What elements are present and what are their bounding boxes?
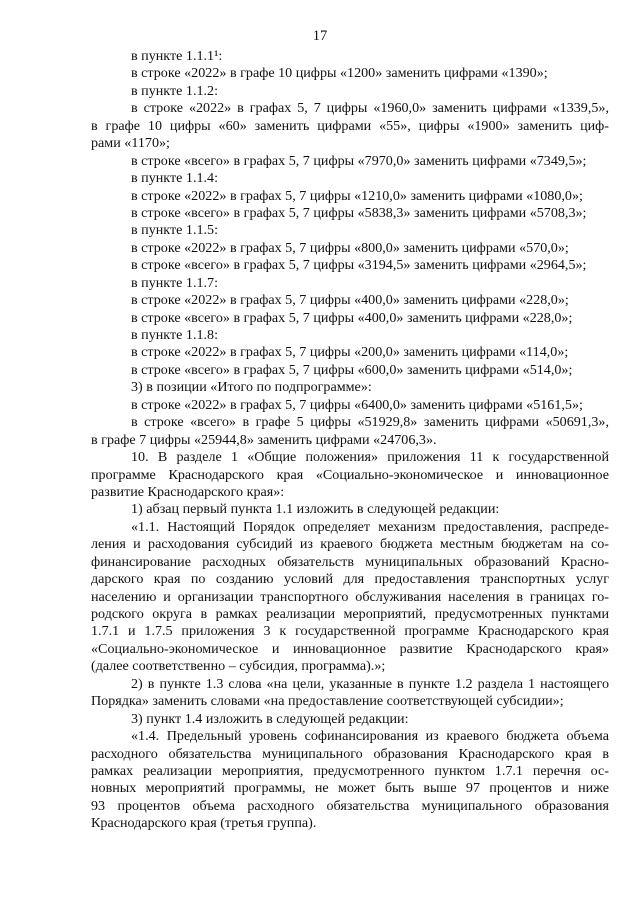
text-line: ления и расходования субсидий из краевого бюджета местным бюджетам на со- [91, 536, 609, 553]
text-line: в пункте 1.1.5: [131, 222, 219, 239]
text-line: в строке «всего» в графах 5, 7 цифры «7970,0» заменить цифрами «7349,5»; [131, 152, 587, 169]
text-line: 2) в пункте 1.3 слова «на цели, указанные в пункте 1.2 раздела 1 настоящего [131, 675, 609, 692]
text-line: финансирование расходных обязательств муниципальных образований Красно- [91, 553, 609, 570]
text-line: 1) абзац первый пункта 1.1 изложить в следующей редакции: [131, 501, 500, 518]
text-line: в строке «всего» в графах 5, 7 цифры «600,0» заменить цифрами «514,0»; [131, 361, 573, 378]
text-line: в строке «2022» в графах 5, 7 цифры «400,0» заменить цифрами «228,0»; [131, 292, 569, 309]
text-line: рами «1170»; [91, 135, 170, 152]
text-line: 10. В разделе 1 «Общие положения» приложения 11 к государственной [131, 449, 609, 466]
text-line: в строке «2022» в графе 10 цифры «1200» заменить цифрами «1390»; [131, 65, 548, 82]
page-number: 17 [312, 28, 328, 44]
text-line: программе Краснодарского края «Социально-экономическое и инновационное [91, 466, 609, 483]
text-line: в строке «2022» в графах 5, 7 цифры «1210,0» заменить цифрами «1080,0»; [131, 187, 583, 204]
text-line: в строке «всего» в графе 5 цифры «51929,8» заменить цифрами «50691,3», [131, 414, 609, 431]
text-line: в пункте 1.1.1¹: [131, 48, 223, 64]
text-line: дарского края по созданию условий для предоставления транспортных услуг [91, 571, 609, 588]
text-line: населению и организации транспортного обслуживания населения в границах го- [91, 588, 609, 605]
text-line: родского округа в рамках реализации мероприятий, предусмотренных пунктами [91, 606, 609, 622]
text-line: в строке «2022» в графах 5, 7 цифры «6400,0» заменить цифрами «5161,5»; [131, 396, 583, 413]
text-line: в строке «2022» в графах 5, 7 цифры «1960,0» заменить цифрами «1339,5», [131, 100, 609, 117]
text-line: расходного обязательства муниципального образования Краснодарского края в [91, 745, 609, 762]
text-line: в пункте 1.1.4: [131, 170, 219, 187]
text-line: в графе 10 цифры «60» заменить цифрами «55», цифры «1900» заменить циф- [91, 117, 609, 134]
text-line: 3) пункт 1.4 изложить в следующей редакции: [131, 710, 409, 727]
document-body [91, 48, 609, 833]
text-line: 3) в позиции «Итого по подпрограмме»: [131, 379, 372, 396]
text-line: в строке «2022» в графах 5, 7 цифры «800,0» заменить цифрами «570,0»; [131, 239, 569, 256]
text-line: в строке «всего» в графах 5, 7 цифры «3194,5» заменить цифрами «2964,5»; [131, 257, 587, 274]
text-line: 93 процентов объема расходного обязательства муниципального образования [91, 797, 609, 814]
text-line: в пункте 1.1.8: [131, 327, 219, 343]
text-line: «1.1. Настоящий Порядок определяет механизм предоставления, распреде- [131, 518, 609, 535]
text-line: «Социально-экономическое и инновационное развитие Краснодарского края» [91, 640, 609, 657]
text-line: в строке «2022» в графах 5, 7 цифры «200,0» заменить цифрами «114,0»; [131, 344, 569, 361]
text-line: рамках реализации мероприятия, предусмотренного пунктом 1.7.1 перечня ос- [91, 762, 609, 779]
text-line: в пункте 1.1.2: [131, 82, 219, 99]
text-line: в строке «всего» в графах 5, 7 цифры «5838,3» заменить цифрами «5708,3»; [131, 204, 587, 221]
text-line: развитие Краснодарского края»: [91, 483, 285, 500]
text-line: Порядка» заменить словами «на предоставление соответствующей субсидии»; [91, 693, 564, 710]
text-line: в строке «всего» в графах 5, 7 цифры «400,0» заменить цифрами «228,0»; [131, 309, 573, 326]
text-line: новных мероприятий программы, не может быть выше 97 процентов и ниже [91, 780, 609, 797]
text-line: (далее соответственно – субсидия, программа).»; [91, 658, 386, 675]
text-line: «1.4. Предельный уровень софинансирования из краевого бюджета объема [131, 728, 609, 745]
text-line: 1.7.1 и 1.7.5 приложения 3 к государственной программе Краснодарского края [91, 623, 609, 640]
text-line: в графе 7 цифры «25944,8» заменить цифрами «24706,3». [91, 431, 437, 448]
text-line: Краснодарского края (третья группа). [91, 815, 317, 832]
text-line: в пункте 1.1.7: [131, 274, 219, 291]
